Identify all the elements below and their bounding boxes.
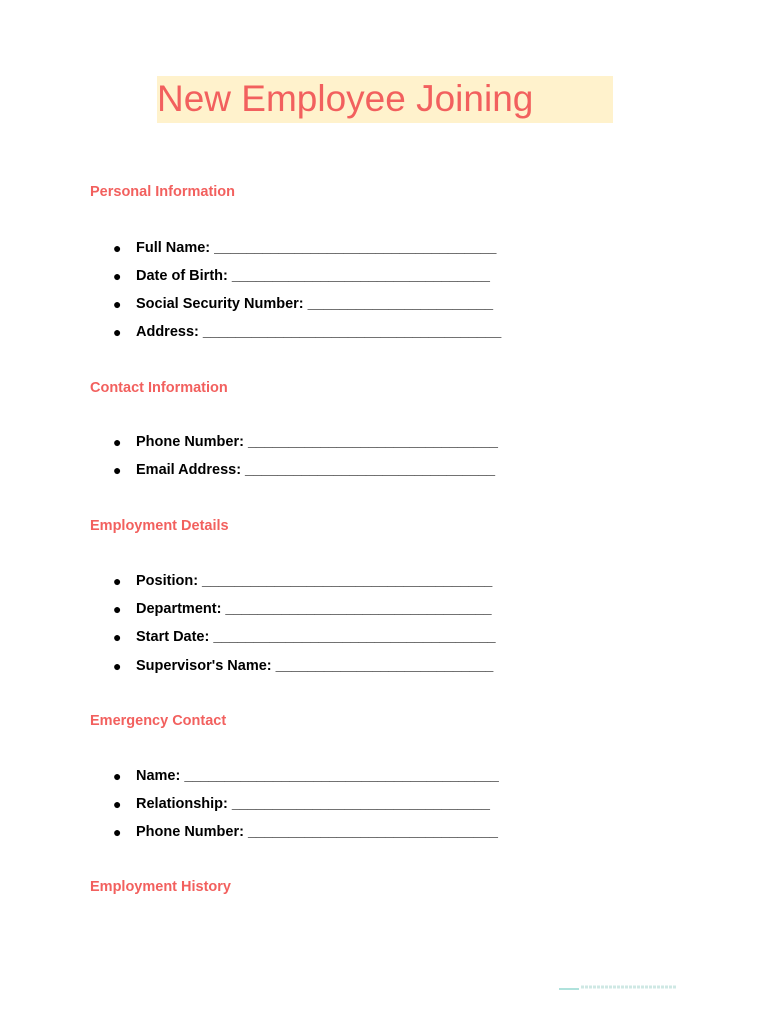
field-label: Supervisor's Name: ___________________________	[136, 658, 494, 674]
bullet-icon: ●	[113, 796, 122, 812]
page-title: New Employee Joining	[157, 78, 534, 119]
bullet-icon: ●	[113, 324, 122, 340]
bullet-icon: ●	[113, 824, 122, 840]
title-highlight	[157, 76, 613, 123]
section-heading-emergency-contact: Emergency Contact	[90, 713, 227, 729]
field-label: Phone Number: _______________________________	[136, 434, 498, 450]
bullet-icon: ●	[113, 462, 122, 478]
field-label: Email Address: _______________________________	[136, 462, 496, 478]
section-heading-employment-details: Employment Details	[90, 518, 229, 534]
bullet-icon: ●	[113, 573, 122, 589]
bullet-icon: ●	[113, 240, 122, 256]
field-label: Name: _______________________________________	[136, 768, 499, 784]
field-label: Phone Number: _______________________________	[136, 824, 498, 840]
field-label: Social Security Number: _______________________	[136, 296, 494, 312]
bullet-icon: ●	[113, 296, 122, 312]
bullet-icon: ●	[113, 268, 122, 284]
bullet-icon: ●	[113, 629, 122, 645]
field-label: Position: ____________________________________	[136, 573, 493, 589]
field-label: Relationship: ________________________________	[136, 796, 490, 812]
bullet-icon: ●	[113, 434, 122, 450]
field-label: Full Name: ___________________________________	[136, 240, 497, 256]
section-heading-contact-information: Contact Information	[90, 380, 228, 396]
field-label: Address: _____________________________________	[136, 324, 502, 340]
footer-watermark-logo	[559, 983, 679, 991]
bullet-icon: ●	[113, 601, 122, 617]
bullet-icon: ●	[113, 768, 122, 784]
bullet-icon: ●	[113, 658, 122, 674]
section-heading-employment-history: Employment History	[90, 879, 231, 895]
field-label: Department: _________________________________	[136, 601, 492, 617]
field-label: Date of Birth: ________________________________	[136, 268, 490, 284]
section-heading-personal-information: Personal Information	[90, 184, 236, 200]
field-label: Start Date: ___________________________________	[136, 629, 496, 645]
